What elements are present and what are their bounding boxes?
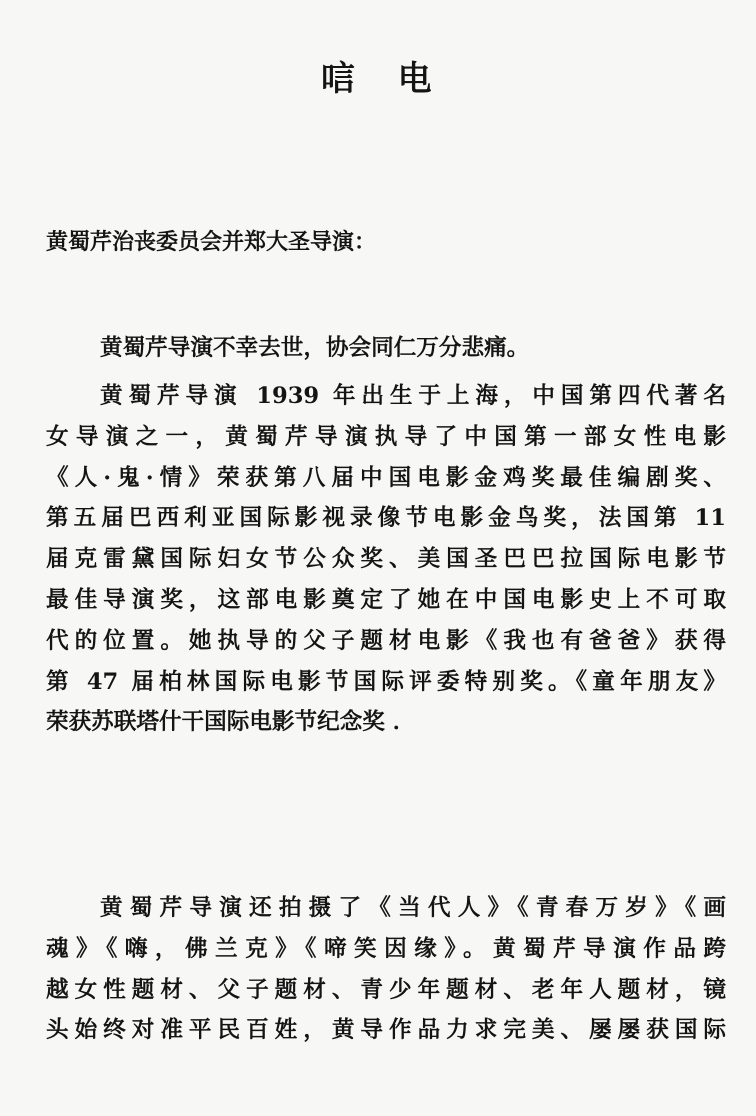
paragraph-line: 女导演之一，黄蜀芹导演执导了中国第一部女性电影 — [46, 423, 726, 450]
paragraph-line: 第 47 届柏林国际电影节国际评委特别奖。《童年朋友》 — [46, 668, 726, 695]
paragraph-3 — [46, 888, 726, 1051]
paragraph-line: 《人·鬼·情》荣获第八届中国电影金鸡奖最佳编剧奖、 — [46, 464, 726, 491]
paragraph-line: 越女性题材、父子题材、青少年题材、老年人题材，镜 — [46, 976, 726, 1003]
paragraph-line: 头始终对准平民百姓，黄导作品力求完美、屡屡获国际 — [46, 1017, 726, 1044]
paragraph-line: 第五届巴西利亚国际影视录像节电影金鸟奖，法国第 11 — [46, 505, 726, 532]
paragraph-line: 魂》《嗨，佛兰克》《啼笑因缘》。黄蜀芹导演作品跨 — [46, 935, 726, 962]
paragraph-line: 黄蜀芹导演 1939 年出生于上海，中国第四代著名 — [100, 383, 726, 409]
paragraph-line: 届克雷黛国际妇女节公众奖、美国圣巴巴拉国际电影节 — [46, 546, 726, 573]
paragraph-line: 最佳导演奖，这部电影奠定了她在中国电影史上不可取 — [46, 586, 726, 613]
paragraph-line: 黄蜀芹导演不幸去世，协会同仁万分悲痛。 — [100, 335, 530, 361]
salutation: 黄蜀芹治丧委员会并郑大圣导演： — [46, 229, 377, 255]
paragraph-1 — [46, 328, 726, 369]
paragraph-line: 代的位置。她执导的父子题材电影《我也有爸爸》获得 — [46, 627, 726, 654]
document-title: 唁 电 — [320, 59, 436, 99]
paragraph-line: 黄蜀芹导演还拍摄了《当代人》《青春万岁》《画 — [100, 895, 726, 921]
paragraph-2 — [46, 376, 726, 743]
paragraph-line: 荣获苏联塔什干国际电影节纪念奖 ． — [46, 709, 416, 736]
